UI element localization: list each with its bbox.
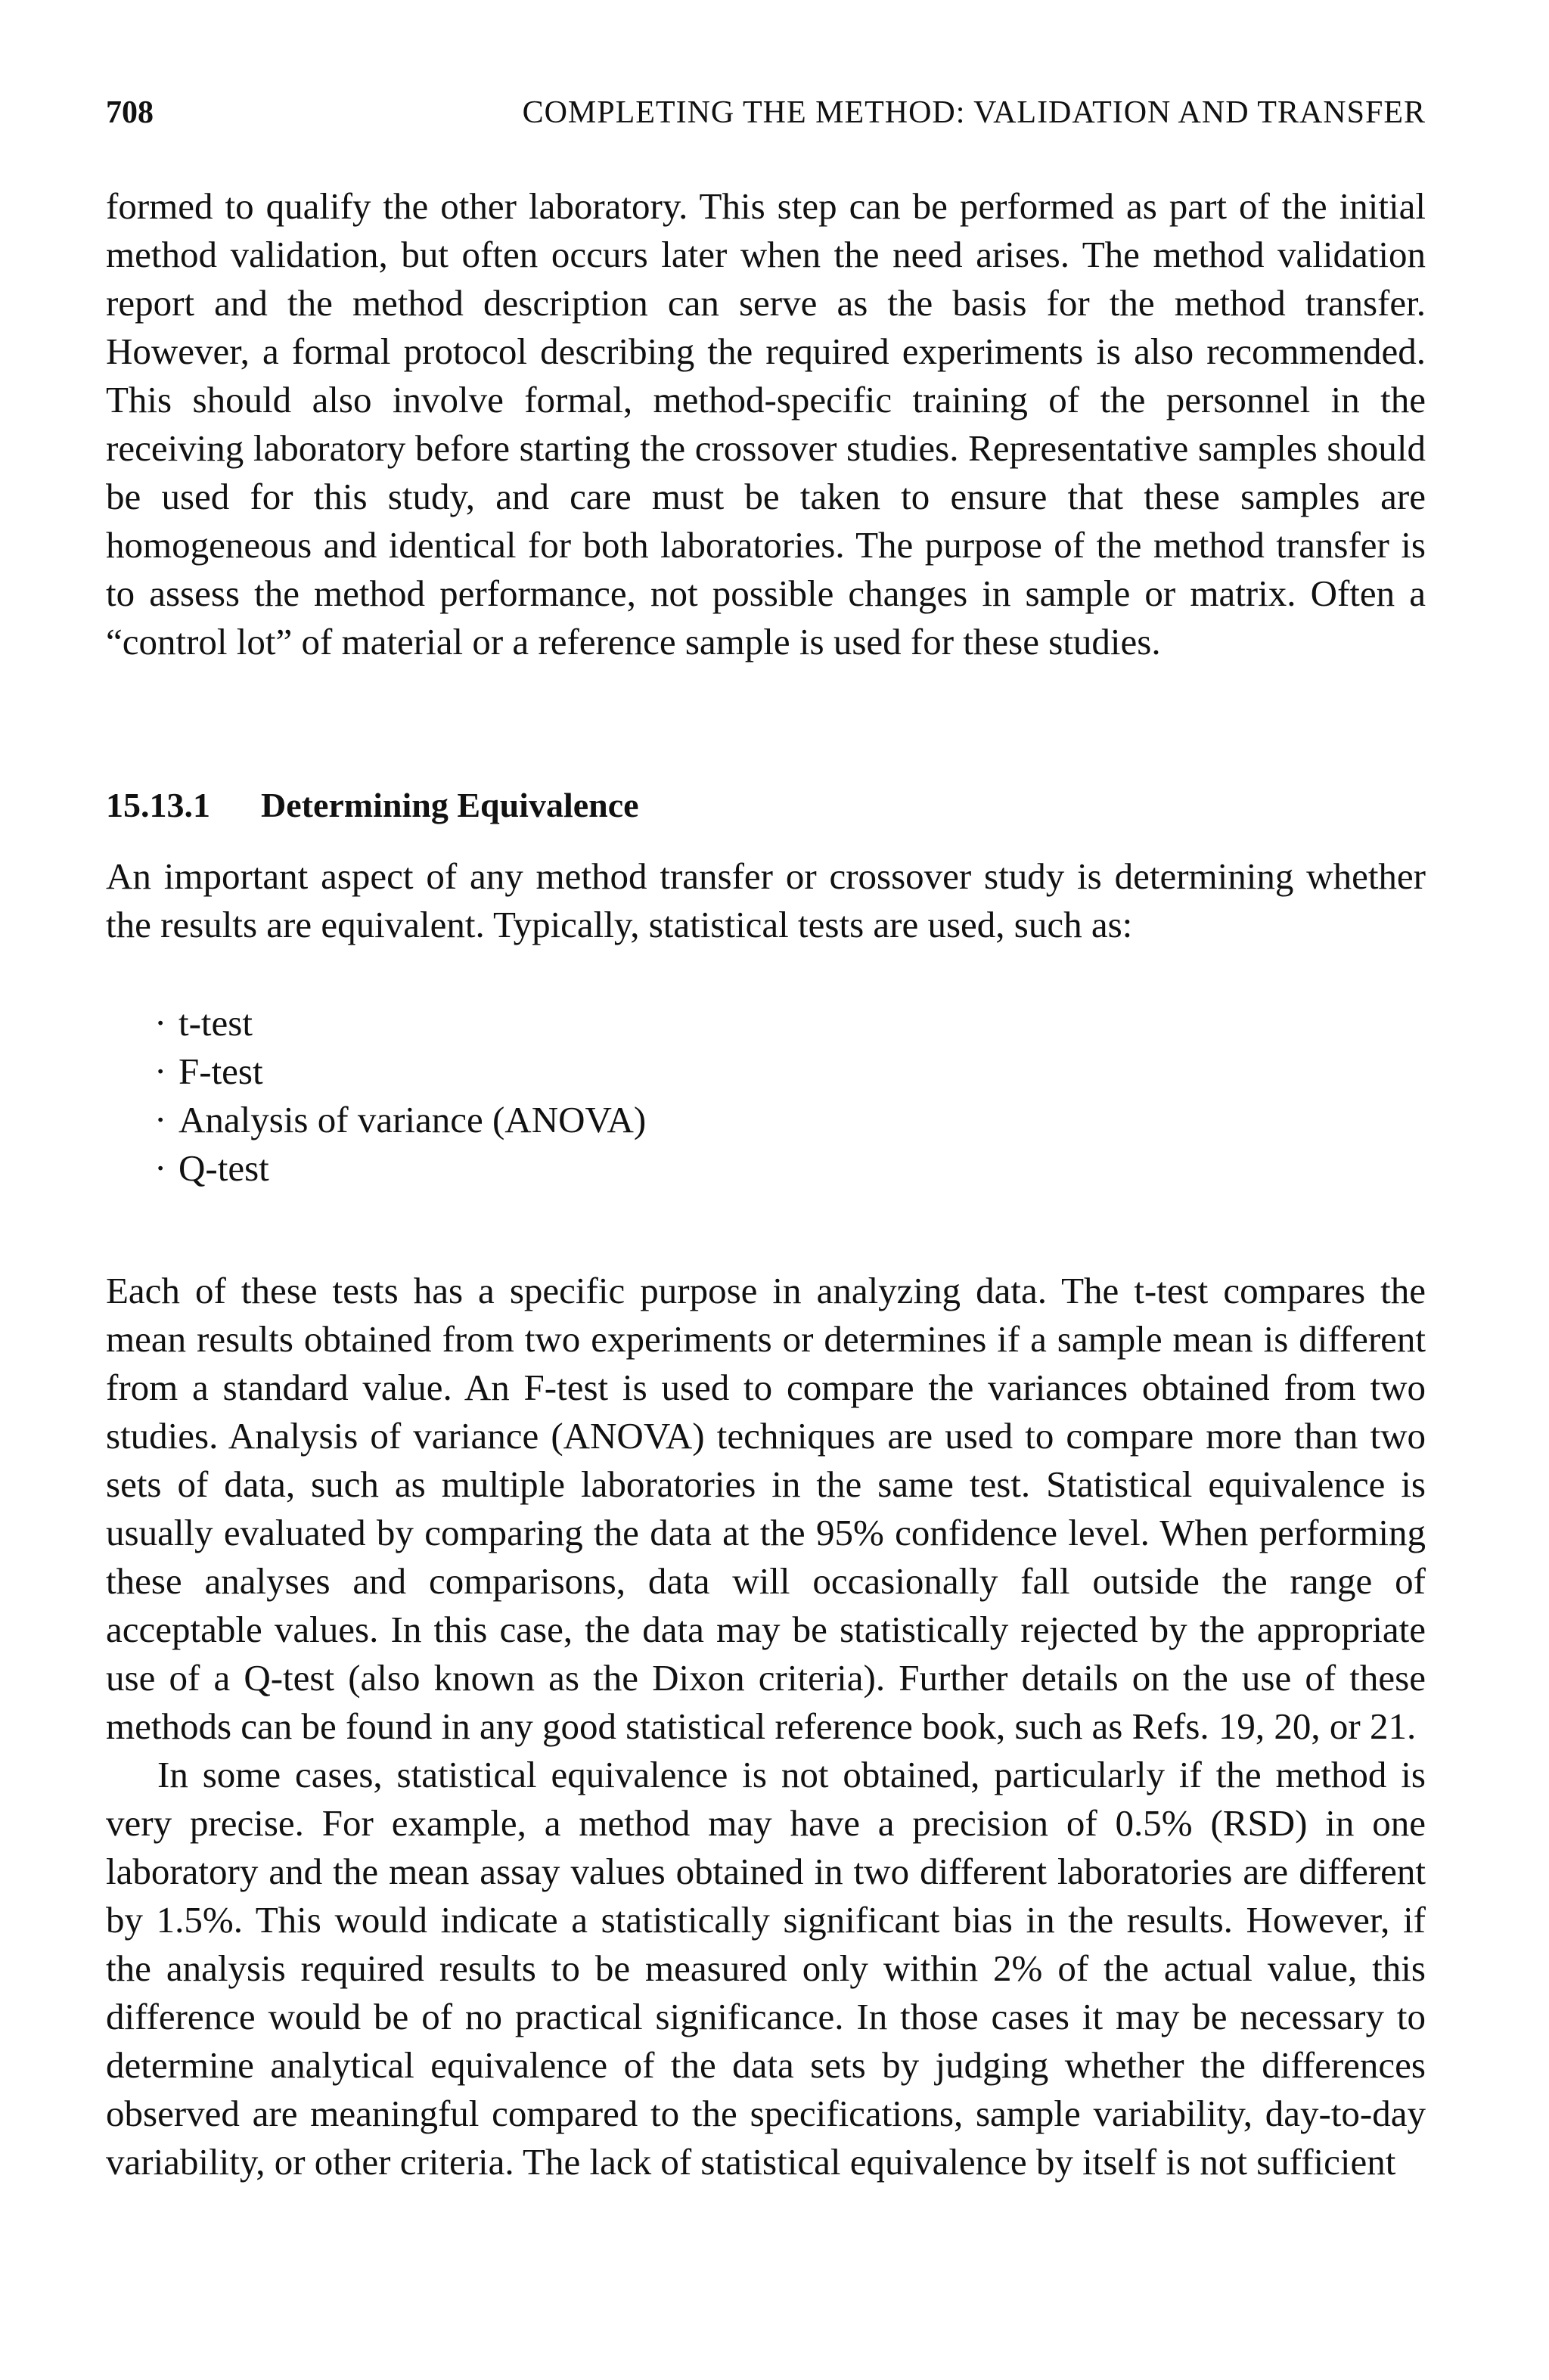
list-item — [151, 1144, 646, 1193]
statistical-tests-list — [151, 999, 646, 1193]
analysis-paragraphs-block — [106, 1267, 1426, 2186]
list-item — [151, 999, 646, 1047]
paragraph-practical-equivalence: In some cases, statistical equivalence is not obtained, particularly if the method is very precise. For example, a method may have a precision of 0.5% (RSD) in one laboratory and the mean assay values obtained in two different laboratories are different by 1.5%. This would indicate a statistically significant bias in the results. However, if the analysis required results to be measured only within 2% of the actual value, this difference would be of no practical significance. In those cases it may be necessary to determine analytical equivalence of the data sets by judging whether the differences observed are meaningful compared to the specifications, sample variability, day-to-day variability, or other criteria. The lack of statistical equivalence by itself is not sufficient — [106, 1754, 1426, 2183]
bullet-marker: · — [154, 1147, 167, 1189]
section-number: 15.13.1 — [106, 786, 210, 824]
paragraph-method-transfer: formed to qualify the other laboratory. This step can be performed as part of the initial method validation, but often occurs later when the need arises. The method validation report and the method description can serve as the basis for the method transfer. However, a formal protocol describing the required experiments is also recommended. This should also involve formal, method-specific training of the personnel in the receiving laboratory before starting the crossover studies. Representative samples should be used for this study, and care must be taken to ensure that these samples are homogeneous and identical for both laboratories. The purpose of the method transfer is to assess the method performance, not possible changes in sample or matrix. Often a “control lot” of material or a reference sample is used for these studies. — [106, 185, 1426, 662]
paragraph-test-purposes: Each of these tests has a specific purpose in analyzing data. The t-test compares the mean results obtained from two experiments or determines if a sample mean is different from a standard value. An F-test is used to compare the variances obtained from two studies. Analysis of variance (ANOVA) techniques are used to compare more than two sets of data, such as multiple laboratories in the same test. Statistical equivalence is usually evaluated by comparing the data at the 95% confidence level. When performing these analyses and comparisons, data will occasionally fall outside the range of acceptable values. In this case, the data may be statistically rejected by the appropriate use of a Q-test (also known as the Dixon criteria). Further details on the use of these methods can be found in any good statistical reference book, such as Refs. 19, 20, or 21. — [106, 1270, 1426, 1747]
continued-paragraph-block — [106, 182, 1426, 666]
section-intro-block — [106, 852, 1426, 949]
list-item-text: t-test — [178, 1002, 253, 1044]
section-title: Determining Equivalence — [261, 786, 639, 824]
running-title: COMPLETING THE METHOD: VALIDATION AND TRANSFER — [522, 95, 1426, 130]
section-heading — [106, 783, 639, 828]
list-item-text: Q-test — [178, 1147, 269, 1189]
bullet-marker: · — [154, 1002, 167, 1044]
list-item-text: F-test — [178, 1050, 263, 1092]
list-item — [151, 1096, 646, 1144]
bullet-marker: · — [154, 1099, 167, 1140]
page-number: 708 — [106, 95, 154, 130]
paragraph-equivalence-intro: An important aspect of any method transfer or crossover study is determining whether the results are equivalent. Typically, statistical tests are used, such as: — [106, 855, 1426, 945]
list-item — [151, 1047, 646, 1096]
bullet-marker: · — [154, 1050, 167, 1092]
list-item-text: Analysis of variance (ANOVA) — [178, 1099, 647, 1140]
book-page — [106, 0, 1426, 2380]
